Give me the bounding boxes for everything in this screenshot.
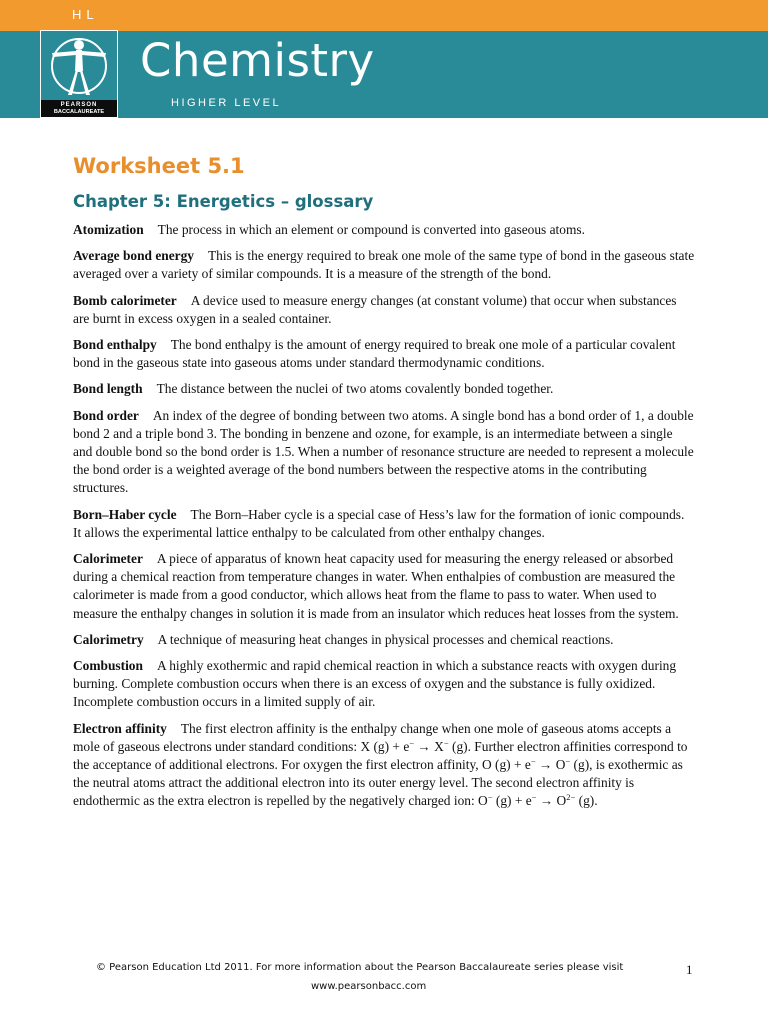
- glossary-entry-electron-affinity: [73, 720, 695, 811]
- glossary-definition: An index of the degree of bonding between two atoms. A single bond has a bond order of 1, a double bond 2 and a triple bond 3. The bonding in benzene and ozone, for example, is an intermediate between a single and double bond so the bond order is 1.5. When a number of resonance structure are needed to represent a molecule the bond order is a weighted average of the bond numbers between the respective atoms in the contributing structures.: [73, 407, 694, 496]
- logo-line1: PEARSON: [60, 102, 98, 108]
- pearson-logo: [40, 30, 118, 118]
- glossary-definition: The distance between the nuclei of two atoms covalently bonded together.: [156, 381, 554, 397]
- glossary-term: Calorimetry: [73, 631, 144, 647]
- glossary-definition: A piece of apparatus of known heat capacity used for measuring the energy released or absorbed during a chemical reaction from temperature changes in water. When enthalpies of combustion are measured the calorimeter is made from a good conductor, which allows heat from the flame to pass to water. When used to measure the enthalpy changes in solution it is made from an insulator which reduces heat losses from the system.: [73, 551, 679, 621]
- chapter-title: Chapter 5: Energetics – glossary: [73, 192, 374, 211]
- vitruvian-figure-icon: [47, 33, 111, 101]
- glossary-entry: [73, 292, 695, 328]
- glossary-entry: [73, 506, 695, 542]
- glossary-definition: The bond enthalpy is the amount of energy required to break one mole of a particular covalent bond in the gaseous state into gaseous atoms under standard thermodynamic conditions.: [73, 337, 676, 371]
- superscript-charge: −: [531, 792, 537, 803]
- glossary-entry: [73, 336, 695, 372]
- definition-part: → O: [535, 757, 566, 773]
- glossary-entry: [73, 657, 695, 712]
- superscript-charge: −: [487, 792, 493, 803]
- glossary-term: Bond order: [73, 407, 139, 423]
- superscript-charge: −: [409, 737, 415, 748]
- glossary-term: Electron affinity: [73, 720, 167, 736]
- glossary-definition: A technique of measuring heat changes in physical processes and chemical reactions.: [157, 631, 614, 647]
- page-number: 1: [686, 962, 693, 977]
- definition-part: The first electron affinity is the enthalpy change when one mole of gaseous atoms accepts a mole of gaseous electrons under standard conditions: X (g) + e: [73, 720, 672, 754]
- worksheet-title: Worksheet 5.1: [73, 154, 245, 178]
- top-strip: [0, 0, 768, 31]
- glossary-list: [73, 221, 695, 819]
- glossary-entry: [73, 631, 695, 649]
- definition-part: (g). Further electron affinities correspond to the acceptance of additional electrons. For oxygen the first electron affinity, O (g) + e: [73, 738, 688, 773]
- glossary-entry: [73, 380, 695, 398]
- definition-part: (g).: [575, 793, 598, 809]
- superscript-charge: −: [565, 756, 571, 767]
- glossary-definition: The Born–Haber cycle is a special case of Hess’s law for the formation of ionic compounds. It allows the experimental lattice enthalpy to be calculated from other enthalpy changes.: [73, 506, 685, 540]
- level-code: HL: [72, 7, 99, 22]
- superscript-charge: −: [530, 756, 536, 767]
- copyright-notice: © Pearson Education Ltd 2011. For more information about the Pearson Baccalaureate series please visit: [96, 962, 624, 973]
- definition-part: → O: [536, 793, 567, 809]
- logo-line2: BACCALAUREATE: [53, 109, 105, 115]
- glossary-term: Atomization: [73, 222, 144, 237]
- glossary-entry: [73, 247, 695, 283]
- glossary-term: Bond enthalpy: [73, 337, 157, 353]
- book-title: Chemistry: [140, 34, 375, 87]
- glossary-term: Bomb calorimeter: [73, 292, 177, 308]
- glossary-entry: [73, 407, 695, 498]
- glossary-entry: [73, 550, 695, 623]
- definition-part: (g) + e: [492, 793, 532, 809]
- glossary-term: Combustion: [73, 658, 143, 674]
- glossary-term: Calorimeter: [73, 551, 143, 567]
- glossary-definition: The process in which an element or compound is converted into gaseous atoms.: [157, 222, 585, 237]
- glossary-definition: A device used to measure energy changes (at constant volume) that occur when substances are burnt in excess oxygen in a sealed container.: [73, 292, 677, 326]
- glossary-term: Average bond energy: [73, 248, 194, 264]
- glossary-term: Bond length: [73, 381, 143, 397]
- definition-part: → X: [414, 738, 444, 754]
- definition-part: (g), is exothermic as the neutral atoms attract the additional electron into its outer energy level. The second electron affinity is endothermic as the extra electron is repelled by the negatively charged ion: O: [73, 757, 683, 809]
- glossary-entry: [73, 221, 695, 239]
- superscript-charge: 2−: [566, 792, 576, 803]
- glossary-definition: A highly exothermic and rapid chemical reaction in which a substance reacts with oxygen during burning. Complete combustion occurs when there is an excess of oxygen and the substance is fully oxidized. Incomplete combustion occurs in a limited supply of air.: [73, 658, 677, 710]
- book-subtitle: HIGHER LEVEL: [171, 97, 282, 109]
- website-link[interactable]: www.pearsonbacc.com: [311, 981, 427, 992]
- glossary-term: Born–Haber cycle: [73, 506, 177, 522]
- superscript-charge: −: [443, 737, 449, 748]
- glossary-definition: This is the energy required to break one mole of the same type of bond in the gaseous state averaged over a variety of similar compounds. It is a measure of the strength of the bond.: [73, 248, 695, 282]
- logo-wordmark: [41, 100, 117, 117]
